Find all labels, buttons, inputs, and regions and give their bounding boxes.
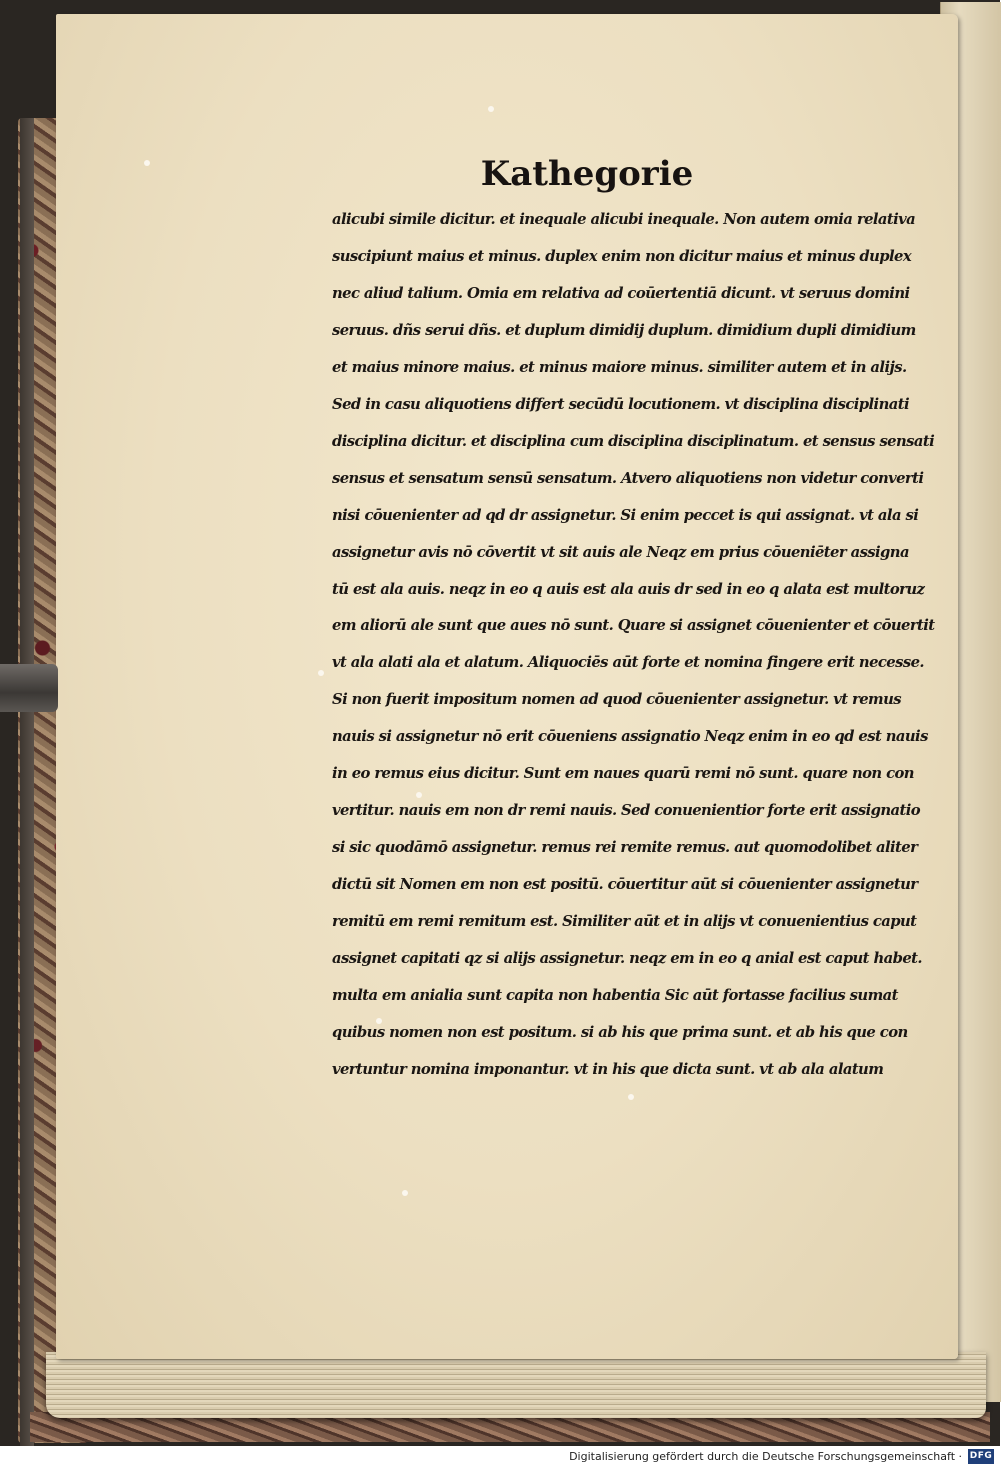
text-line: assignet capitati qz si alijs assignetur. neqz em in eo q anial est caput habet.	[332, 950, 922, 968]
text-line: vertitur. nauis em non dr remi nauis. Sed conuenientior forte erit assignatio	[332, 802, 921, 820]
text-line: disciplina dicitur. et disciplina cum disciplina disciplinatum. et sensus sensati	[332, 432, 935, 450]
text-line: multa em anialia sunt capita non habentia Sic aūt fortasse facilius sumat	[332, 987, 898, 1005]
paper-speck	[628, 1094, 634, 1100]
footer-bar	[0, 1446, 1000, 1468]
paper-speck	[318, 670, 324, 676]
book-page	[56, 14, 958, 1359]
dfg-logo: DFG	[968, 1449, 994, 1464]
text-line: alicubi simile dicitur. et inequale alicubi inequale. Non autem omia relativa	[332, 211, 916, 228]
text-line: remitū em remi remitum est. Similiter aūt et in alijs vt conuenientius caput	[332, 913, 917, 931]
text-line: nec aliud talium. Omia em relativa ad coūertentiā dicunt. vt seruus domini	[332, 284, 910, 302]
paper-speck	[416, 792, 422, 798]
text-line: si sic quodāmō assignetur. remus rei remite remus. aut quomodolibet aliter	[332, 839, 918, 857]
paper-speck	[144, 160, 150, 166]
text-line: Si non fuerit impositum nomen ad quod cōuenienter assignetur. vt remus	[332, 691, 902, 709]
text-line: vt ala alati ala et alatum. Aliquociēs aūt forte et nomina fingere erit necesse.	[332, 654, 924, 672]
text-line: in eo remus eius dicitur. Sunt em naues quarū remi nō sunt. quare non con	[332, 765, 914, 783]
binding-strap	[0, 664, 58, 712]
text-line: quibus nomen non est positum. si ab his que prima sunt. et ab his que con	[332, 1023, 908, 1041]
paper-speck	[402, 1190, 408, 1196]
paper-speck	[488, 106, 494, 112]
binding-edge	[20, 118, 34, 1448]
text-line: tū est ala auis. neqz in eo q auis est ala auis dr sed in eo q alata est multoruz	[332, 580, 925, 598]
text-line: assignetur avis nō cōvertit vt sit auis ale Neqz em prius cōueniēter assigna	[332, 543, 909, 561]
text-line: nauis si assignetur nō erit cōueniens assignatio Neqz enim in eo qd est nauis	[332, 728, 928, 746]
text-line: dictū sit Nomen em non est positū. cōuertitur aūt si cōuenienter assignetur	[332, 876, 918, 894]
funding-credit: Digitalisierung gefördert durch die Deutsche Forschungsgemeinschaft ·	[569, 1450, 962, 1463]
page-stack-edge	[46, 1352, 986, 1418]
text-line: sensus et sensatum sensū sensatum. Atvero aliquotiens non videtur converti	[332, 469, 924, 487]
paper-speck	[376, 1018, 382, 1024]
text-line: nisi cōuenienter ad qd dr assignetur. Si enim peccet is qui assignat. vt ala si	[332, 506, 919, 524]
page-heading: Kathegorie	[480, 154, 694, 194]
text-line: Sed in casu aliquotiens differt secūdū locutionem. vt disciplina disciplinati	[332, 395, 909, 413]
text-line: suscipiunt maius et minus. duplex enim non dicitur maius et minus duplex	[332, 247, 912, 265]
text-line: seruus. dñs serui dñs. et duplum dimidij duplum. dimidium dupli dimidium	[332, 321, 916, 339]
text-line: et maius minore maius. et minus maiore minus. similiter autem et in alijs.	[332, 358, 907, 376]
body-text	[332, 202, 935, 1089]
text-line: em aliorū ale sunt que aues nō sunt. Quare si assignet cōuenienter et cōuertit	[332, 617, 935, 635]
text-line: vertuntur nomina imponantur. vt in his que dicta sunt. vt ab ala alatum	[332, 1060, 884, 1078]
